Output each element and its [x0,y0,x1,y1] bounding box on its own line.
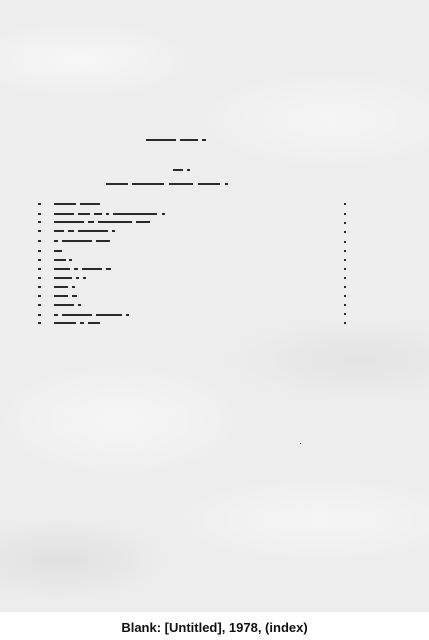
heading-line [106,183,266,185]
index-entry [38,277,118,279]
page-number-mark [344,231,346,233]
index-entry [38,286,118,288]
index-entry [38,295,118,297]
page-number-mark [344,277,346,279]
page-number-mark [344,313,346,315]
index-entry [38,259,98,261]
index-entry [38,203,158,205]
page-number-mark [344,241,346,243]
page-number-mark [344,203,346,205]
index-entry [38,268,148,270]
index-entry [38,230,168,232]
page-number-mark [344,222,346,224]
index-entry [38,322,148,324]
page-number-mark [344,250,346,252]
index-entry [38,304,118,306]
page-number-mark [344,268,346,270]
title-line [146,139,226,141]
index-entry [38,250,98,252]
index-entry [38,221,198,223]
page-number-mark [344,259,346,261]
artwork-caption: Blank: [Untitled], 1978, (index) [121,620,308,635]
page-number-mark [344,322,346,324]
page-number-mark [344,304,346,306]
index-entry [38,240,168,242]
subtitle-line [173,169,203,171]
index-entry [38,314,188,316]
page-number-mark [344,295,346,297]
stray-mark [300,443,301,444]
page-number-mark [344,213,346,215]
page-number-mark [344,286,346,288]
index-entry [38,213,218,215]
